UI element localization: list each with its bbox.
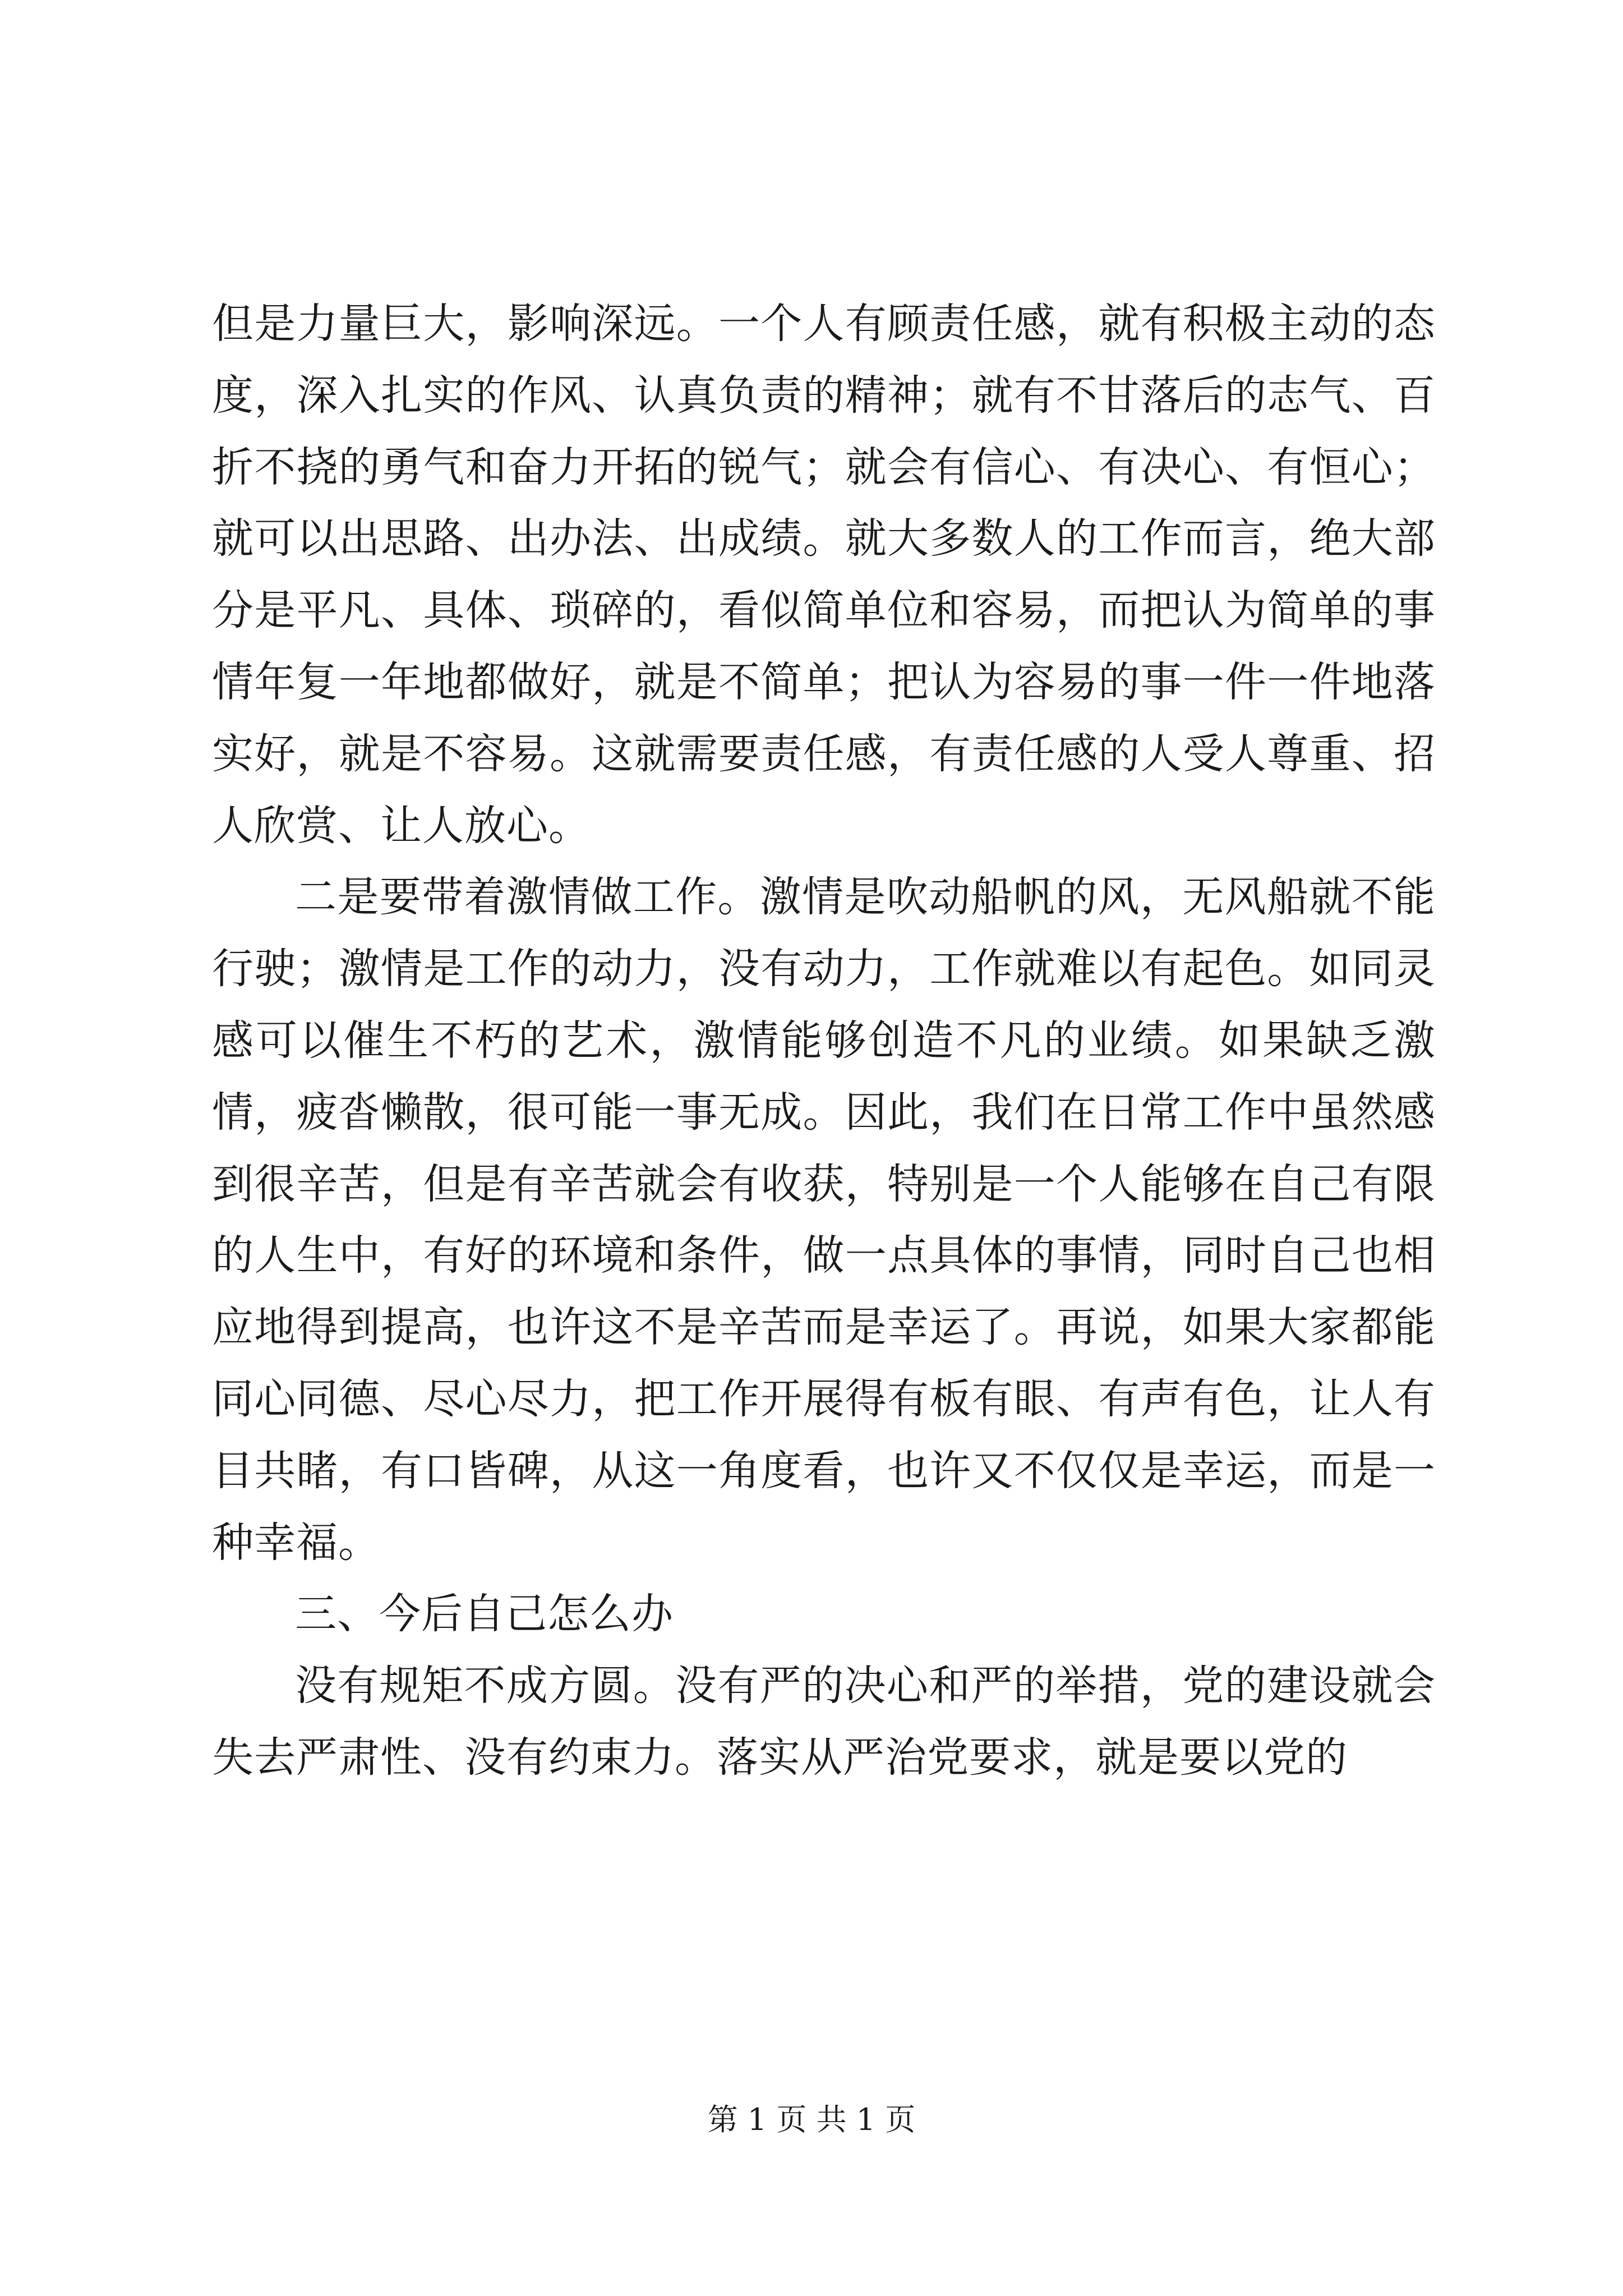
paragraph-4: 没有规矩不成方圆。没有严的决心和严的举措，党的建设就会失去严肃性、没有约束力。落实从严治党要求，就是要以党的 bbox=[212, 1662, 1436, 1782]
paragraph-2: 二是要带着激情做工作。激情是吹动船帆的风，无风船就不能行驶；激情是工作的动力，没有动力，工作就难以有起色。如同灵感可以催生不朽的艺术，激情能够创造不凡的业绩。如果缺乏激情，疲沓懒散，很可能一事无成。因此，我们在日常工作中虽然感到很辛苦，但是有辛苦就会有收获，特别是一个人能够在自己有限的人生中，有好的环境和条件，做一点具体的事情，同时自己也相应地得到提高，也许这不是辛苦而是幸运了。再说，如果大家都能同心同德、尽心尽力，把工作开展得有板有眼、有声有色，让人有目共睹，有口皆碑，从这一角度看，也许又不仅仅是幸运，而是一种幸福。 bbox=[212, 873, 1436, 1567]
section-heading-3: 三、今后自己怎么办 bbox=[295, 1590, 674, 1639]
page-footer: 第 1 页 共 1 页 bbox=[707, 2102, 916, 2137]
paragraph-1: 但是力量巨大，影响深远。一个人有顾责任感，就有积极主动的态度，深入扎实的作风、认真负责的精神；就有不甘落后的志气、百折不挠的勇气和奋力开拓的锐气；就会有信心、有决心、有恒心；就可以出思路、出办法、出成绩。就大多数人的工作而言，绝大部分是平凡、具体、琐碎的，看似简单位和容易，而把认为简单的事情年复一年地都做好，就是不简单；把认为容易的事一件一件地落实好，就是不容易。这就需要责任感，有责任感的人受人尊重、招人欣赏、让人放心。 bbox=[212, 300, 1436, 850]
document-body bbox=[212, 288, 1436, 1794]
